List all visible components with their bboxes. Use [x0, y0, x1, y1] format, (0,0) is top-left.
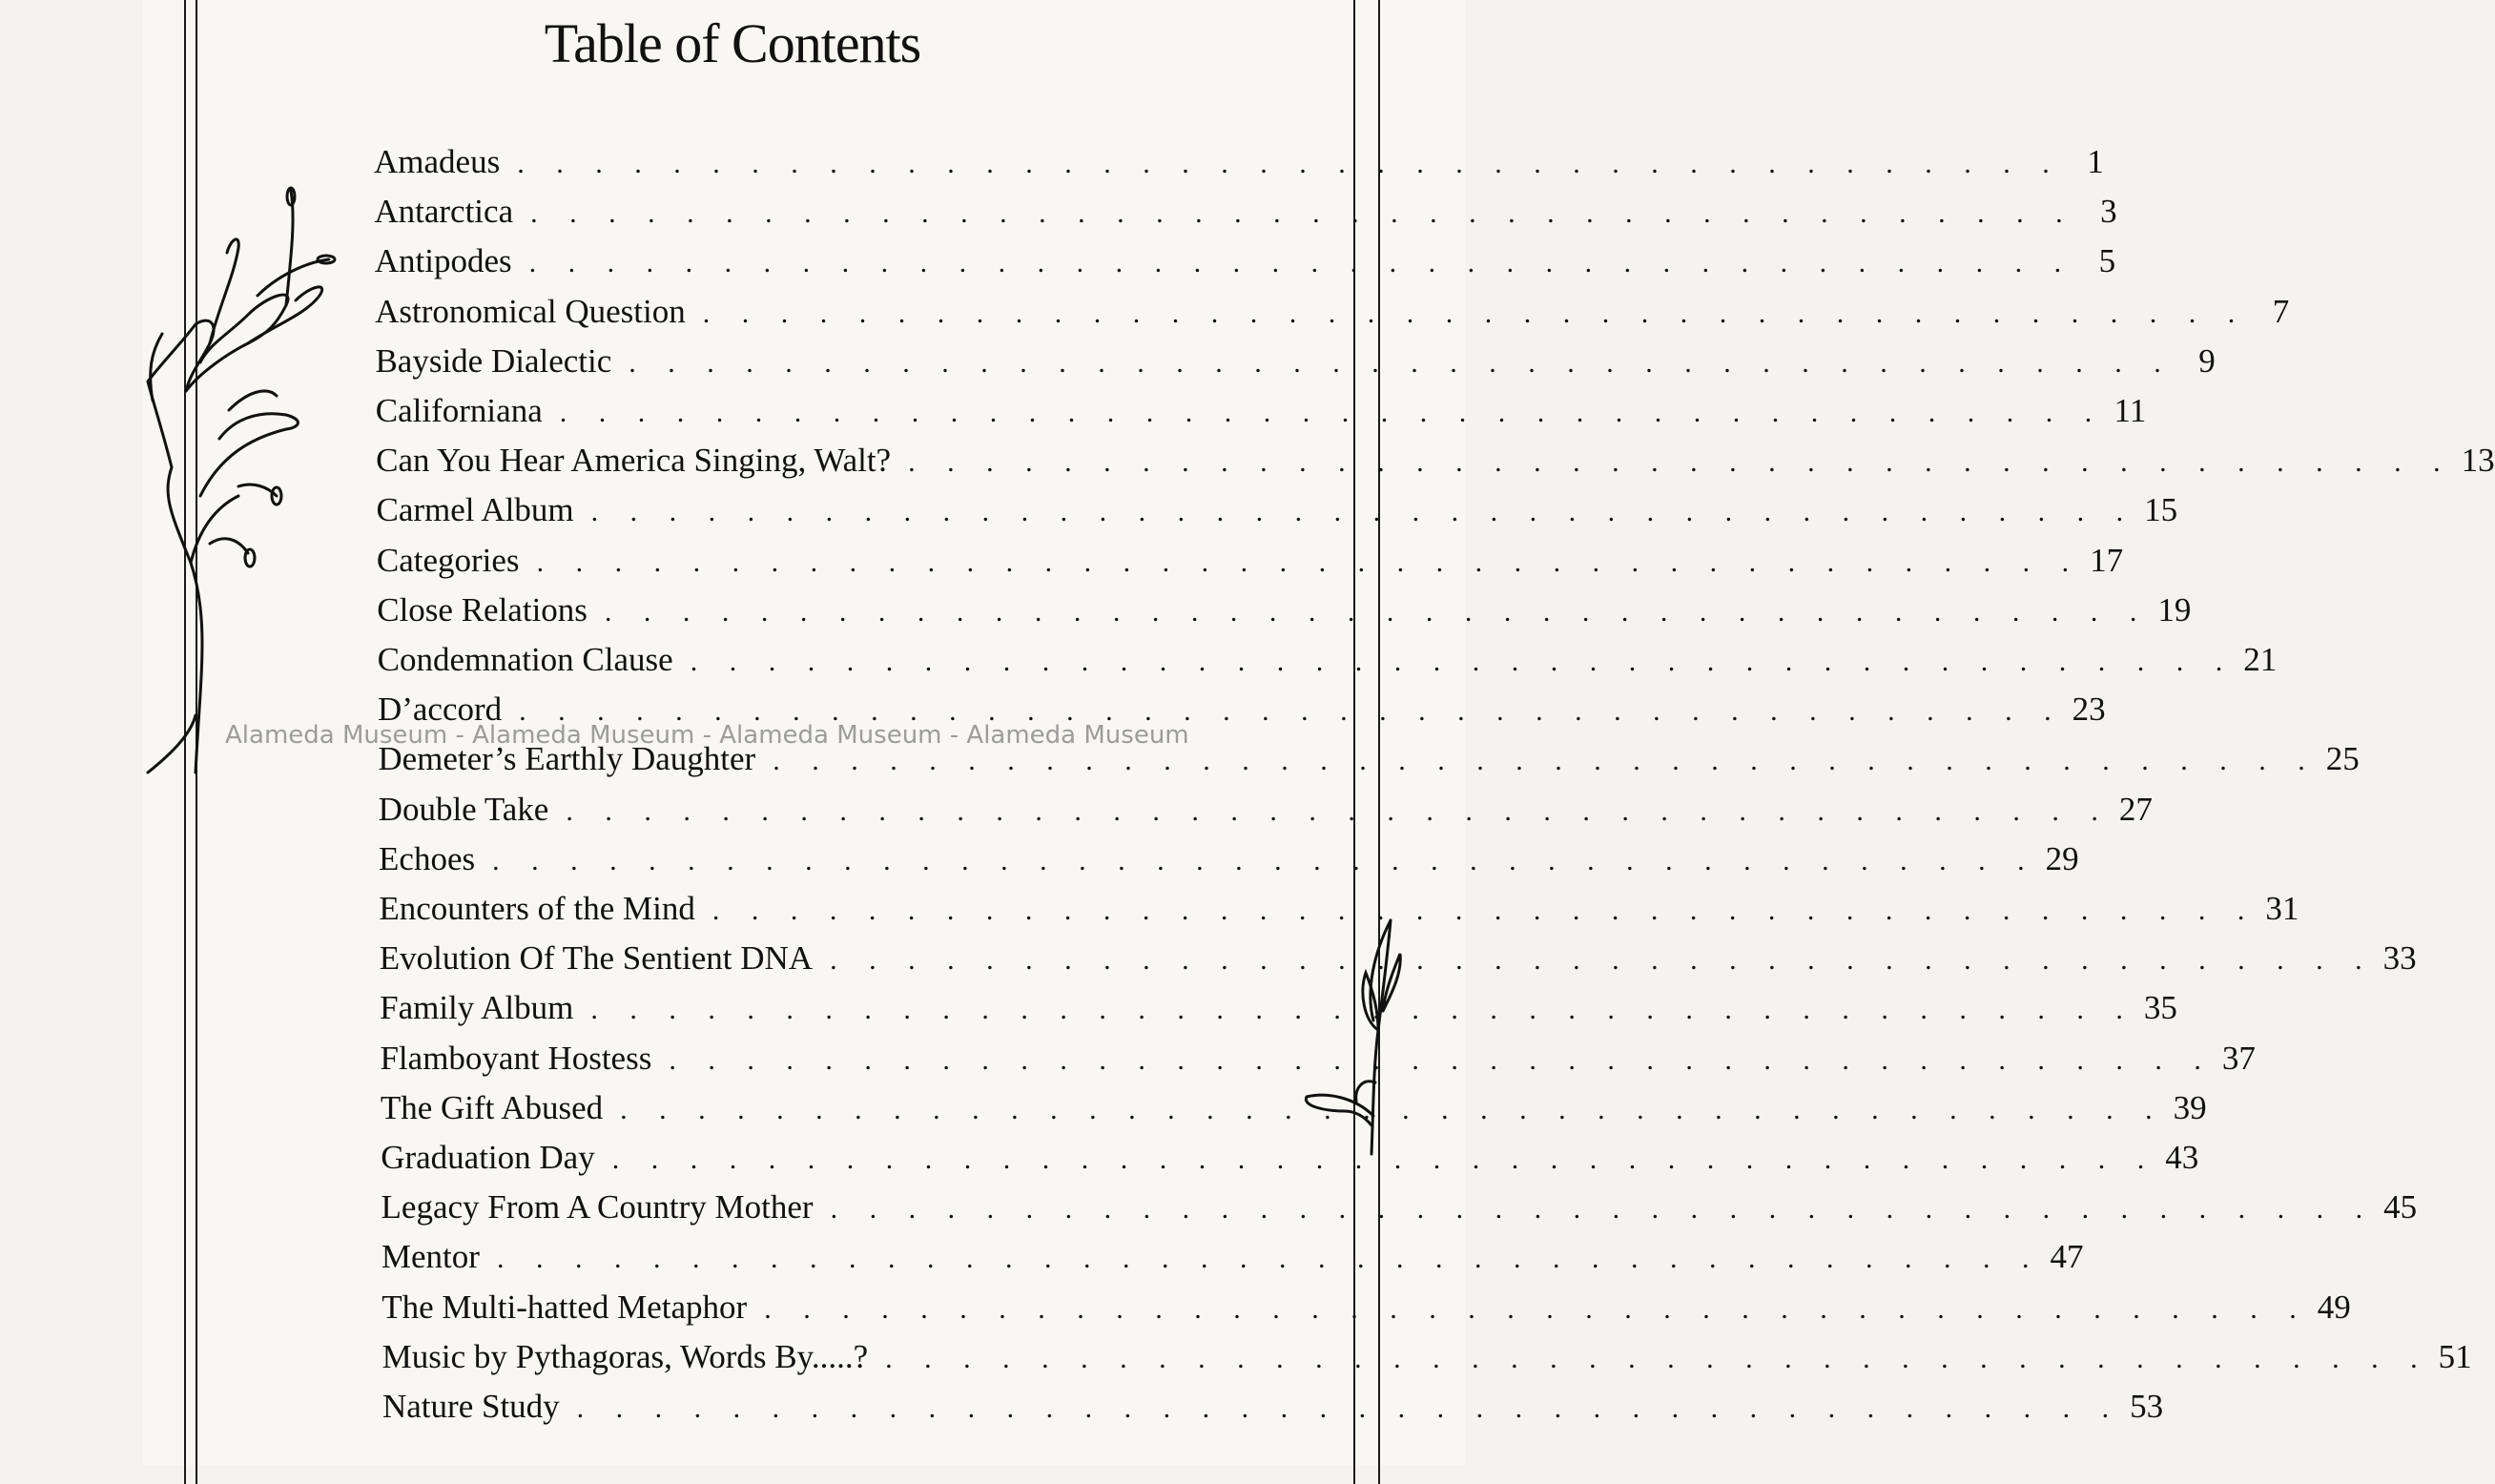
toc-page-number: 13: [2461, 442, 2495, 480]
toc-page-number: 21: [2243, 641, 2278, 678]
toc-entry: [377, 590, 2192, 639]
toc-entry-title: Antipodes: [374, 242, 512, 280]
toc-dot-leader: . . . . . . . . . . . . . . . . . . . . . . . . . . . . . . . . . . . . . . . .: [629, 346, 2174, 379]
toc-entry-title: Antarctica: [374, 193, 514, 231]
toc-entry: [374, 193, 2117, 240]
toc-page-number: 39: [2173, 1088, 2207, 1126]
toc-entry: [376, 491, 2178, 539]
toc-entry-title: Graduation Day: [381, 1139, 595, 1176]
toc-entry-title: Echoes: [379, 839, 476, 877]
toc-entry-title: Evolution Of The Sentient DNA: [379, 939, 814, 978]
toc-entry: [376, 442, 2495, 489]
toc-dot-leader: . . . . . . . . . . . . . . . . . . . . . . . . . . . . . . . . . . . . . . . .: [559, 397, 2105, 428]
toc-dot-leader: . . . . . . . . . . . . . . . . . . . . . . . . . . . . . . . . . . . . . . . .: [773, 745, 2318, 777]
toc-entry: [380, 989, 2177, 1037]
toc-entry-title: Family Album: [380, 989, 574, 1027]
toc-dot-leader: . . . . . . . . . . . . . . . . . . . . . . . . . . . . . . . . . . . . . . . .: [620, 1093, 2165, 1125]
toc-entry-title: Flamboyant Hostess: [380, 1039, 652, 1077]
toc-dot-leader: . . . . . . . . . . . . . . . . . . . . . . . . . . . . . . . . . . . . . . . .: [711, 895, 2258, 926]
toc-dot-leader: . . . . . . . . . . . . . . . . . . . . . . . . . . . . . . . . . . . . . . . .: [517, 148, 2062, 179]
toc-dot-leader: . . . . . . . . . . . . . . . . . . . . . . . . . . . . . . . . . . . . . . . .: [611, 1144, 2157, 1175]
toc-dot-leader: . . . . . . . . . . . . . . . . . . . . . . . . . . . . . . . . . . . . . . . .: [536, 546, 2082, 578]
toc-page-number: 1: [2087, 143, 2104, 180]
toc-entry: [375, 392, 2147, 440]
toc-dot-leader: . . . . . . . . . . . . . . . . . . . . . . . . . . . . . . . . . . . . . . . .: [590, 496, 2136, 528]
toc-entry-title: Legacy From A Country Mother: [381, 1188, 814, 1226]
toc-page-number: 5: [2098, 242, 2116, 280]
toc-entry: [374, 242, 2116, 290]
toc-entry: [379, 939, 2417, 987]
toc-entry-title: Music by Pythagoras, Words By.....?: [381, 1337, 869, 1375]
toc-entry-title: Californiana: [375, 392, 543, 429]
toc-entry-title: D’accord: [377, 690, 503, 729]
toc-entry: [374, 143, 2104, 191]
toc-entry-title: Can You Hear America Singing, Walt?: [376, 442, 892, 480]
toc-dot-leader: . . . . . . . . . . . . . . . . . . . . . . . . . . . . . . . . . . . . . . . .: [519, 695, 2064, 728]
toc-entry: [377, 641, 2278, 689]
toc-dot-leader: . . . . . . . . . . . . . . . . . . . . . . . . . . . . . . . . . . . . . . . .: [669, 1043, 2214, 1076]
toc-entry-title: Close Relations: [377, 590, 588, 629]
toc-entry-title: Mentor: [381, 1238, 480, 1276]
toc-page-number: 11: [2114, 392, 2147, 429]
toc-entry: [375, 292, 2290, 340]
toc-dot-leader: . . . . . . . . . . . . . . . . . . . . . . . . . . . . . . . . . . . . . . . .: [690, 646, 2236, 677]
toc-dot-leader: . . . . . . . . . . . . . . . . . . . . . . . . . . . . . . . . . . . . . . . .: [908, 446, 2453, 479]
toc-page-number: 7: [2272, 292, 2290, 330]
toc-entry-title: Categories: [376, 541, 520, 579]
toc-dot-leader: . . . . . . . . . . . . . . . . . . . . . . . . . . . . . . . . . . . . . . . .: [604, 595, 2150, 628]
toc-dot-leader: . . . . . . . . . . . . . . . . . . . . . . . . . . . . . . . . . . . . . . . .: [830, 1193, 2376, 1226]
toc-entry: [381, 1337, 2472, 1386]
toc-page-number: 33: [2382, 939, 2417, 978]
toc-page-number: 51: [2438, 1337, 2472, 1375]
page-title: Table of Contents: [544, 12, 921, 74]
toc-page-number: 3: [2100, 193, 2117, 231]
toc-page-number: 17: [2090, 541, 2124, 579]
toc-entry-title: Amadeus: [374, 143, 501, 180]
toc-page-number: 43: [2165, 1139, 2199, 1176]
toc-page-number: 9: [2198, 341, 2216, 380]
toc-dot-leader: . . . . . . . . . . . . . . . . . . . . . . . . . . . . . . . . . . . . . . . .: [590, 994, 2135, 1026]
toc-entry-title: Bayside Dialectic: [375, 341, 612, 380]
toc-dot-leader: . . . . . . . . . . . . . . . . . . . . . . . . . . . . . . . . . . . . . . . .: [496, 1243, 2042, 1275]
toc-dot-leader: . . . . . . . . . . . . . . . . . . . . . . . . . . . . . . . . . . . . . . . .: [530, 197, 2075, 230]
toc-page-number: 23: [2072, 690, 2106, 729]
toc-entry-title: Demeter’s Earthly Daughter: [378, 740, 756, 778]
toc-entry: [376, 541, 2124, 589]
toc-entry-title: Carmel Album: [376, 491, 574, 529]
toc-entry-title: The Multi-hatted Metaphor: [381, 1288, 748, 1326]
toc-dot-leader: . . . . . . . . . . . . . . . . . . . . . . . . . . . . . . . . . . . . . . . .: [764, 1292, 2309, 1325]
toc-dot-leader: . . . . . . . . . . . . . . . . . . . . . . . . . . . . . . . . . . . . . . . .: [576, 1392, 2122, 1424]
watermark-text: Alameda Museum - Alameda Museum - Alameda Museum - Alameda Museum: [225, 721, 1189, 750]
toc-entry: [378, 790, 2153, 838]
toc-entry: [381, 1238, 2084, 1286]
toc-dot-leader: . . . . . . . . . . . . . . . . . . . . . . . . . . . . . . . . . . . . . . . .: [566, 794, 2111, 827]
toc-entry-title: Double Take: [378, 790, 549, 828]
toc-entry: [379, 890, 2299, 938]
toc-page-number: 27: [2118, 790, 2153, 828]
toc-entry-title: The Gift Abused: [380, 1088, 604, 1126]
toc-dot-leader: . . . . . . . . . . . . . . . . . . . . . . . . . . . . . . . . . . . . . . . .: [830, 944, 2375, 977]
toc-page-number: 29: [2045, 839, 2079, 877]
toc-page-number: 19: [2157, 590, 2192, 629]
toc-dot-leader: . . . . . . . . . . . . . . . . . . . . . . . . . . . . . . . . . . . . . . . .: [528, 247, 2074, 279]
toc-entry: [379, 839, 2079, 888]
toc-entry-title: Encounters of the Mind: [379, 890, 695, 927]
toc-page-number: 47: [2050, 1238, 2084, 1276]
toc-page-number: 53: [2130, 1388, 2164, 1425]
toc-entry: [381, 1139, 2199, 1186]
toc-entry: [381, 1288, 2351, 1336]
toc-entry-title: Astronomical Question: [375, 292, 686, 330]
toc-dot-leader: . . . . . . . . . . . . . . . . . . . . . . . . . . . . . . . . . . . . . . . .: [702, 297, 2248, 329]
toc-page-number: 37: [2221, 1039, 2256, 1077]
toc-entry: [380, 1088, 2207, 1137]
toc-entry: [381, 1188, 2418, 1236]
toc-entry: [382, 1388, 2164, 1435]
toc-dot-leader: . . . . . . . . . . . . . . . . . . . . . . . . . . . . . . . . . . . . . . . .: [885, 1342, 2430, 1374]
toc-page-number: 45: [2383, 1188, 2418, 1226]
toc-page-number: 15: [2144, 491, 2178, 529]
toc-page-number: 31: [2265, 890, 2299, 927]
toc-page-number: 35: [2143, 989, 2177, 1027]
toc-page-number: 49: [2317, 1288, 2351, 1326]
toc-entry: [375, 341, 2216, 390]
toc-entry-title: Nature Study: [382, 1388, 560, 1425]
toc-page-number: 25: [2325, 740, 2360, 778]
toc-dot-leader: . . . . . . . . . . . . . . . . . . . . . . . . . . . . . . . . . . . . . . . .: [492, 844, 2037, 876]
toc-entry-title: Condemnation Clause: [377, 641, 673, 678]
toc-entry: [380, 1039, 2256, 1087]
